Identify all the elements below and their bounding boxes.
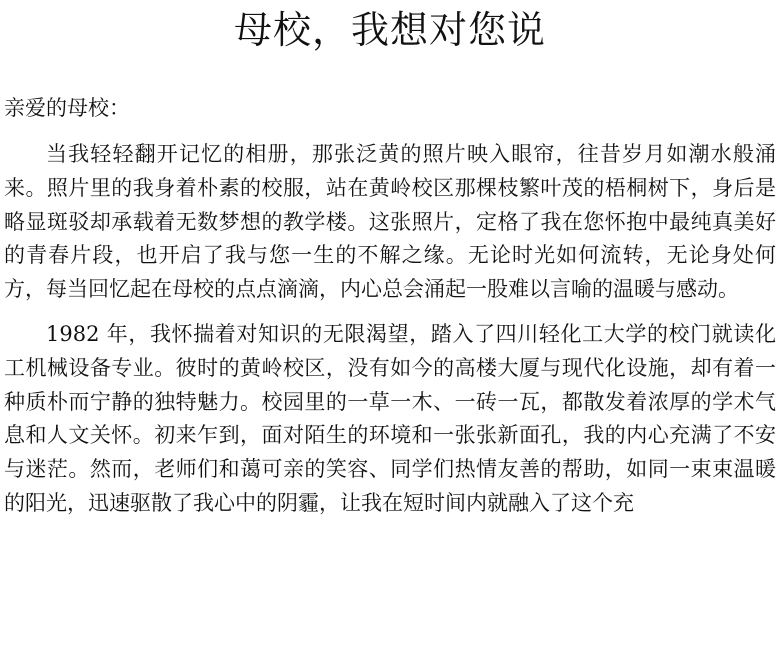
paragraph-2: 1982 年，我怀揣着对知识的无限渴望，踏入了四川轻化工大学的校门就读化工机械设备专业。彼时的黄岭校区，没有如今的高楼大厦与现代化设施，却有着一种质朴而宁静的独特魅力。校园里的一草一木、一砖一瓦，都散发着浓厚的学术气息和人文关怀。初来乍到，面对陌生的环境和一张张新面孔，我的内心充满了不安与迷茫。然而，老师们和蔼可亲的笑容、同学们热情友善的帮助，如同一束束温暖的阳光，迅速驱散了我心中的阴霾，让我在短时间内就融入了这个充 bbox=[4, 321, 776, 515]
salutation: 亲爱的母校： bbox=[4, 96, 130, 120]
paragraph-1: 当我轻轻翻开记忆的相册，那张泛黄的照片映入眼帘，往昔岁月如潮水般涌来。照片里的我身着朴素的校服，站在黄岭校区那棵枝繁叶茂的梧桐树下，身后是略显斑驳却承载着无数梦想的教学楼。这张照片，定格了我在您怀抱中最纯真美好的青春片段，也开启了我与您一生的不解之缘。无论时光如何流转，无论身处何方，每当回忆起在母校的点点滴滴，内心总会涌起一股难以言喻的温暖与感动。 bbox=[4, 142, 776, 302]
document-body bbox=[4, 138, 776, 521]
document-title: 母校，我想对您说 bbox=[233, 8, 546, 52]
